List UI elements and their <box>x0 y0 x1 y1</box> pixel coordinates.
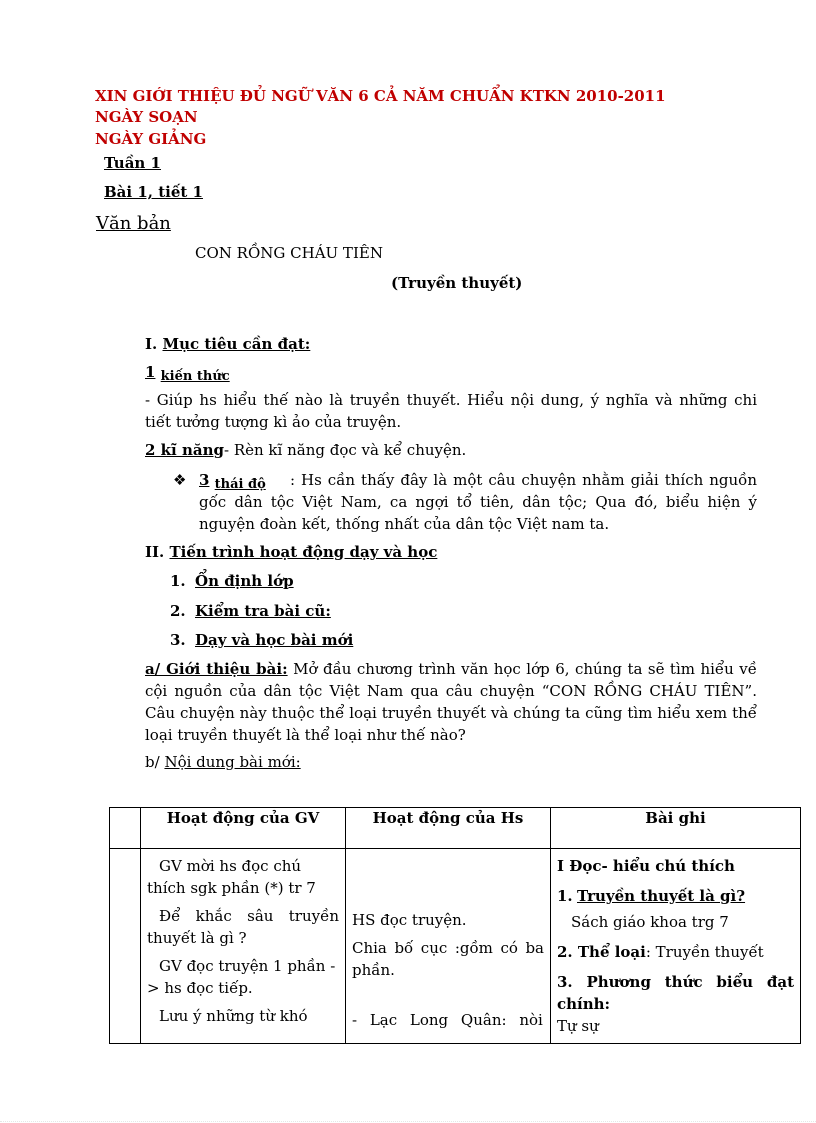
week-label: Tuần 1 <box>104 154 161 172</box>
table-header-gv: Hoạt động của GV <box>141 808 346 849</box>
knowledge-label: kiến thức <box>160 369 230 384</box>
table-header-hs: Hoạt động của Hs <box>346 808 551 849</box>
step-2-number: 2. <box>170 602 186 620</box>
skill-line <box>145 439 466 461</box>
note-item1-label: Truyền thuyết là gì? <box>577 887 746 905</box>
knowledge-number: 1 <box>145 363 156 381</box>
table-row <box>110 849 801 1044</box>
section1-heading <box>145 333 310 355</box>
table-header-row <box>110 808 801 849</box>
content-label: Nội dung bài mới: <box>164 753 301 771</box>
page-bottom-divider <box>0 1121 816 1122</box>
note-item1-number: 1. <box>557 887 573 905</box>
gv-activity-2: Để khắc sâu truyền thuyết là gì ? <box>147 907 339 947</box>
note-item3-label: 3. Phương thức biểu đạt chính: <box>557 973 794 1013</box>
header-ngay-giang: NGÀY GIẢNG <box>95 130 207 148</box>
text-label: Văn bản <box>96 213 171 234</box>
gv-activity-1: GV mời hs đọc chú thích sgk phần (*) tr 7 <box>147 857 316 897</box>
skill-label: 2 kĩ năng <box>145 441 224 459</box>
step-3-label: Dạy và học bài mới <box>195 631 354 649</box>
section2-number: II. <box>145 543 165 561</box>
note-item1 <box>557 885 794 907</box>
gv-activity-3: GV đọc truyện 1 phần -> hs đọc tiếp. <box>147 957 336 997</box>
header-line1: XIN GIỚI THIỆU ĐỦ NGỮ VĂN 6 CẢ NĂM CHUẨN KTKN 2010-2011 <box>95 87 666 105</box>
header-ngay-soan: NGÀY SOẠN <box>95 108 198 126</box>
skill-text: - Rèn kĩ năng đọc và kể chuyện. <box>224 441 467 459</box>
lesson-label: Bài 1, tiết 1 <box>104 183 203 201</box>
step-3-number: 3. <box>170 631 186 649</box>
step-1-label: Ổn định lớp <box>195 572 294 590</box>
step-3 <box>170 629 353 651</box>
note-item3-text: Tự sự <box>557 1017 599 1035</box>
hs-activity-3: - Lạc Long Quân: nòi <box>352 1011 543 1029</box>
content-prefix: b/ <box>145 753 165 771</box>
content-line <box>145 751 301 773</box>
intro-text: Mở đầu chương trình văn học lớp 6, chúng ta sẽ tìm hiểu về cội nguồn của dân tộc Việt Nam qua câu chuyện “CON RỒNG CHÁU TIÊN”. Câu chuyện này thuộc thể loại truyền thuyết và chúng ta cũng tìm hiểu xem thể loại truyền thuyết là thể loại như thế nào? <box>145 660 757 744</box>
table-cell-hs <box>346 849 551 1044</box>
step-2-label: Kiểm tra bài cũ: <box>195 602 331 620</box>
attitude-number: 3 <box>199 471 210 489</box>
lesson-table <box>109 807 801 1044</box>
attitude-bullet: ❖ <box>173 471 187 489</box>
intro-label: a/ Giới thiệu bài: <box>145 660 288 678</box>
step-1 <box>170 570 294 592</box>
section1-title: Mục tiêu cần đạt: <box>162 335 311 353</box>
knowledge-heading <box>145 361 230 385</box>
note-item2-label: 2. Thể loại <box>557 943 646 961</box>
story-title: CON RỒNG CHÁU TIÊN <box>195 244 383 262</box>
gv-activity-4: Lưu ý những từ khó <box>159 1007 308 1025</box>
note-item1-text: Sách giáo khoa trg 7 <box>571 913 729 931</box>
intro-paragraph <box>145 658 757 746</box>
note-heading: I Đọc- hiểu chú thích <box>557 857 735 875</box>
hs-activity-2: Chia bố cục :gồm có ba phần. <box>352 939 544 979</box>
attitude-label: thái độ <box>214 477 266 492</box>
hs-activity-1: HS đọc truyện. <box>352 911 467 929</box>
table-header-note: Bài ghi <box>551 808 801 849</box>
section2-title: Tiến trình hoạt động dạy và học <box>169 543 438 561</box>
attitude-text: : Hs cần thấy đây là một câu chuyện nhằm giải thích nguồn gốc dân tộc Việt Nam, ca ngợi tổ tiên, dân tộc; Qua đó, biểu hiện ý nguyện đoàn kết, thống nhất của dân tộc Việt nam ta. <box>199 471 757 533</box>
step-2 <box>170 600 331 622</box>
table-cell-gv <box>141 849 346 1044</box>
story-genre: (Truyền thuyết) <box>391 274 523 292</box>
note-item2-text: : Truyền thuyết <box>645 943 764 961</box>
table-header-blank <box>110 808 141 849</box>
knowledge-text: - Giúp hs hiểu thế nào là truyền thuyết. Hiểu nội dung, ý nghĩa và những chi tiết tưởng tượng kì ảo của truyện. <box>145 391 757 431</box>
table-cell-blank <box>110 849 141 1044</box>
section1-number: I. <box>145 335 158 353</box>
section2-heading <box>145 541 437 563</box>
step-1-number: 1. <box>170 572 186 590</box>
note-item2 <box>557 941 794 963</box>
table-cell-note <box>551 849 801 1044</box>
